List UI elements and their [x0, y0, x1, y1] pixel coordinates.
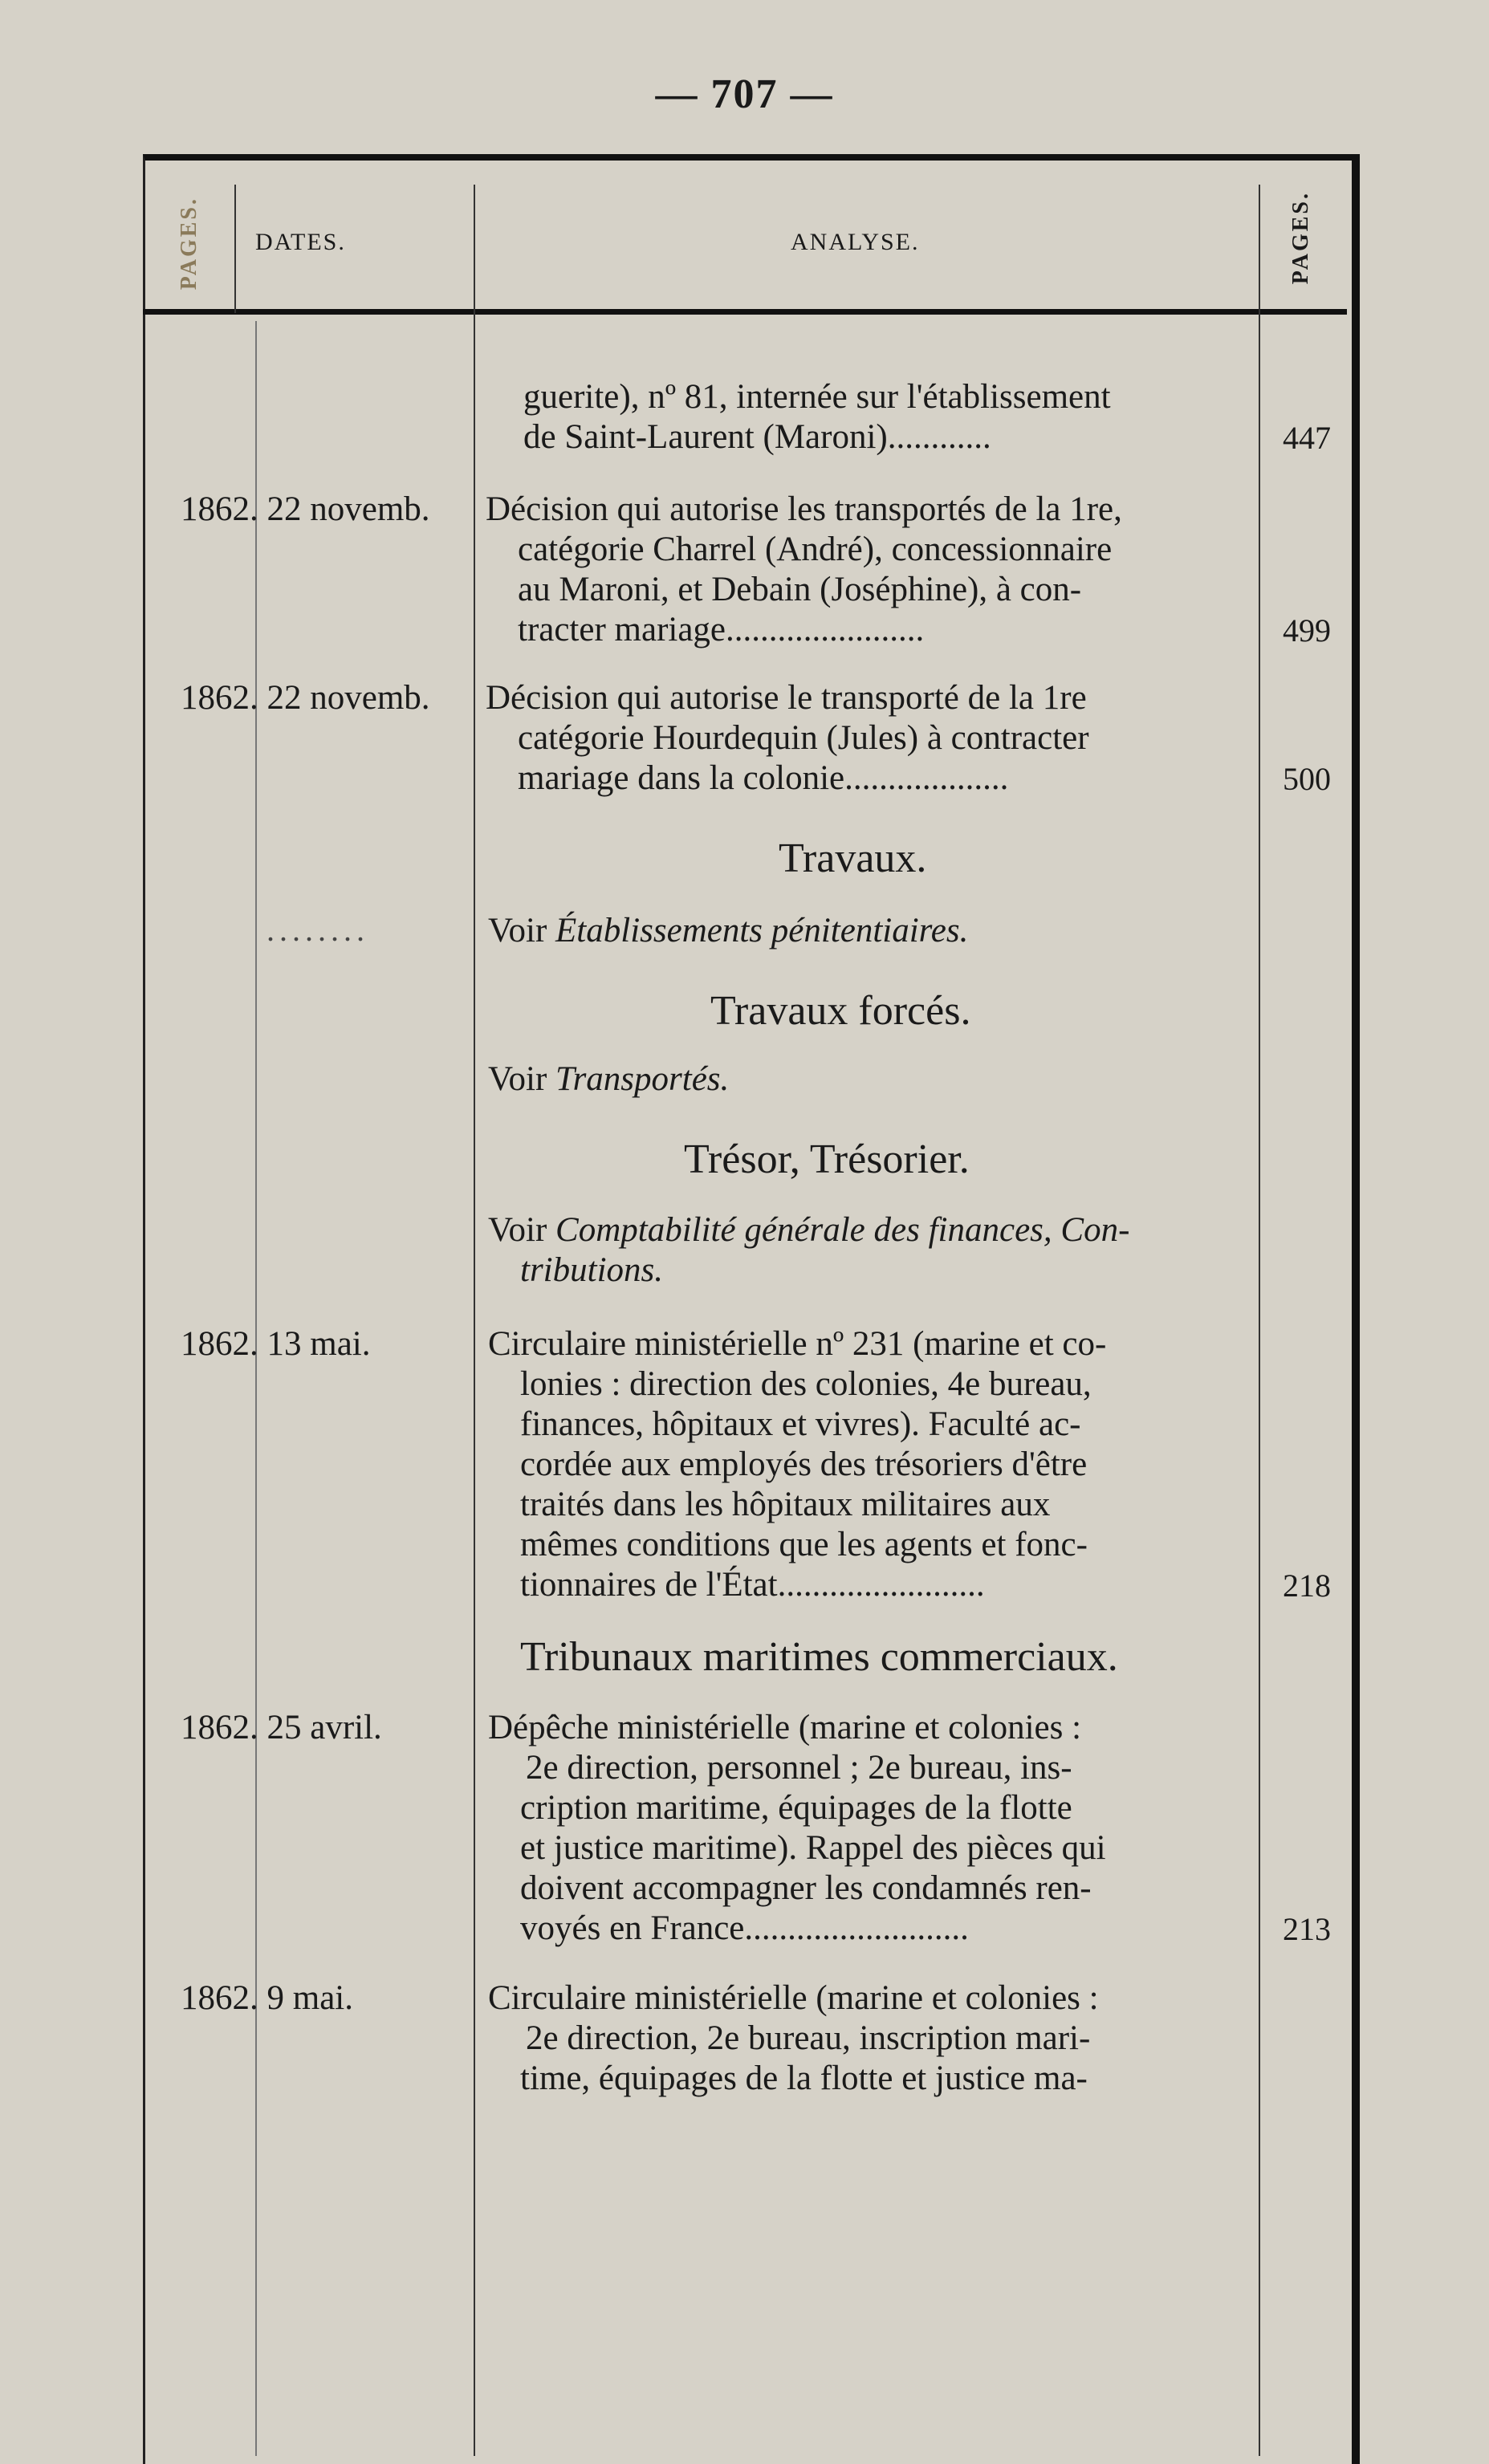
entry-line: Décision qui autorise le transporté de la 1re [486, 679, 1087, 717]
entry-date: 1862. 9 mai. [181, 1979, 353, 2017]
see-reference: Voir Établissements pénitentiaires. [488, 912, 969, 949]
see-reference: Voir Transportés. [488, 1060, 730, 1098]
entry-line: 2e direction, 2e bureau, inscription mari- [526, 2019, 1091, 2057]
col-rule-pages [234, 185, 236, 313]
analysis-header: ANALYSE. [791, 229, 920, 255]
section-heading-tribunaux: Tribunaux maritimes commerciaux. [520, 1634, 1118, 1680]
entry-line: de Saint-Laurent (Maroni)............ [523, 418, 991, 456]
col-rule-right [1259, 185, 1260, 2456]
entry-date: 1862. 22 novemb. [181, 679, 430, 717]
entry-page: 499 [1283, 612, 1331, 649]
section-heading-travaux: Travaux. [779, 836, 927, 881]
entry-line: finances, hôpitaux et vivres). Faculté ac- [520, 1405, 1081, 1443]
entry-line: Décision qui autorise les transportés de la 1re, [486, 490, 1122, 528]
entry-line: lonies : direction des colonies, 4e bureau, [520, 1365, 1092, 1403]
entry-line: traités dans les hôpitaux militaires aux [520, 1486, 1051, 1523]
entry-line: au Maroni, et Debain (Joséphine), à con- [518, 571, 1082, 608]
entry-line: cordée aux employés des trésoriers d'être [520, 1445, 1088, 1483]
see-reference-continued: tributions. [520, 1251, 664, 1289]
section-heading-travaux-forces: Travaux forcés. [710, 988, 971, 1034]
entry-date: 1862. 22 novemb. [181, 490, 430, 528]
entry-date: 1862. 25 avril. [181, 1709, 382, 1746]
entry-line: Circulaire ministérielle (marine et colonies : [488, 1979, 1099, 2017]
entry-line: doivent accompagner les condamnés ren- [520, 1869, 1092, 1907]
entry-line: 2e direction, personnel ; 2e bureau, ins- [526, 1749, 1072, 1787]
entry-line: mêmes conditions que les agents et fonc- [520, 1526, 1088, 1563]
header-bottom-rule [143, 309, 1347, 315]
dates-header: DATES. [255, 229, 346, 255]
entry-line: time, équipages de la flotte et justice ma- [520, 2059, 1088, 2097]
entry-line: voyés en France.......................... [520, 1909, 969, 1947]
see-reference: Voir Comptabilité générale des finances, Con- [488, 1211, 1130, 1249]
col-rule-left-pages [255, 321, 257, 2456]
entry-page: 218 [1283, 1567, 1331, 1604]
entry-line: Circulaire ministérielle nº 231 (marine et co- [488, 1325, 1107, 1363]
entry-line: tracter mariage....................... [518, 611, 925, 649]
entry-line: mariage dans la colonie................... [518, 759, 1009, 797]
section-heading-tresor: Trésor, Trésorier. [684, 1136, 970, 1182]
entry-line: guerite), nº 81, internée sur l'établissement [523, 378, 1111, 416]
entry-line: cription maritime, équipages de la flotte [520, 1789, 1072, 1827]
entry-line: Dépêche ministérielle (marine et colonies : [488, 1709, 1082, 1746]
entry-line: et justice maritime). Rappel des pièces qui [520, 1829, 1106, 1867]
entry-page: 213 [1283, 1911, 1331, 1947]
entry-line: catégorie Charrel (André), concessionnaire [518, 531, 1113, 568]
col-rule-dates [474, 185, 475, 2456]
left-margin-dots: ........ [266, 912, 369, 948]
right-pages-header: PAGES. [1288, 191, 1313, 285]
entry-line: tionnaires de l'État........................ [520, 1566, 985, 1604]
left-pages-header: PAGES. [177, 197, 201, 291]
entry-page: 447 [1283, 420, 1331, 456]
entry-date: 1862. 13 mai. [181, 1325, 371, 1363]
entry-page: 500 [1283, 761, 1331, 797]
entry-line: catégorie Hourdequin (Jules) à contracter [518, 719, 1089, 757]
page-number: — 707 — [655, 71, 834, 117]
